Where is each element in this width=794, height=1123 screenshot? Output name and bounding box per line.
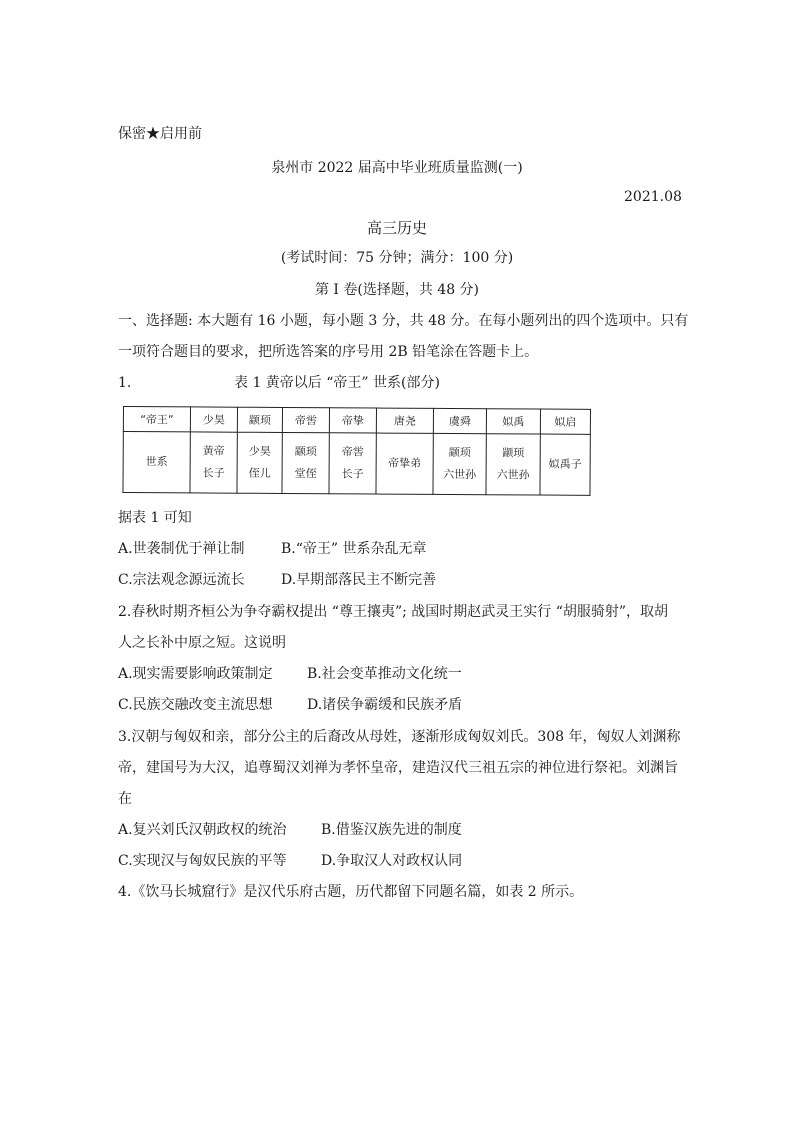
q1-number: 1.	[118, 375, 132, 391]
q1-stem: 据表 1 可知	[118, 510, 192, 526]
table-header-cell: 帝喾	[282, 407, 329, 432]
q1-option-b: B.“帝王” 世系杂乱无章	[281, 541, 427, 557]
table-cell: 颛顼 六世孙	[433, 433, 486, 494]
q2-option-b: B.社会变革推动文化统一	[307, 666, 462, 682]
q1-option-c: C.宗法观念源远流长	[118, 572, 245, 588]
exam-date: 2021.08	[624, 189, 682, 205]
q2-stem-line-1: 2.春秋时期齐桓公为争夺霸权提出 “尊王攘夷”; 战国时期赵武灵王实行 “胡服骑射”，取胡	[118, 604, 669, 620]
q2-option-a: A.现实需要影响政策制定	[118, 666, 273, 682]
table-cell: 帝喾 长子	[329, 433, 376, 494]
table-header-cell: 姒禹	[486, 409, 540, 434]
table-header-cell: 唐尧	[376, 408, 433, 433]
section-instructions-line-1: 一、选择题: 本大题有 16 小题，每小题 3 分，共 48 分。在每小题列出的四个选项中。只有	[118, 313, 689, 329]
table-cell: 黄帝 长子	[190, 432, 237, 493]
q1-lineage-table	[122, 406, 591, 496]
table-cell: 颛顼 堂侄	[282, 432, 329, 493]
table-cell: 世系	[123, 432, 190, 493]
exam-info: (考试时间：75 分钟；满分：100 分)	[280, 250, 514, 266]
q2-option-d: D.诸侯争霸缓和民族矛盾	[307, 697, 463, 713]
q3-stem-line-3: 在	[118, 791, 132, 807]
q4-stem-line-1: 4.《饮马长城窟行》是汉代乐府古题，历代都留下同题名篇，如表 2 所示。	[118, 884, 584, 900]
table-cell: 少昊 侄儿	[237, 432, 282, 493]
q3-option-d: D.争取汉人对政权认同	[321, 853, 463, 869]
table-header-cell: 姒启	[540, 409, 590, 434]
table-header-cell: “帝王”	[123, 407, 190, 432]
table-header-cell: 帝挚	[329, 408, 376, 433]
table-cell: 帝挚弟	[376, 433, 433, 494]
q3-option-a: A.复兴刘氏汉朝政权的统治	[118, 822, 287, 838]
table-header-cell: 虞舜	[433, 408, 486, 433]
exam-title: 泉州市 2022 届高中毕业班质量监测(一)	[271, 160, 523, 176]
q3-stem-line-1: 3.汉朝与匈奴和亲，部分公主的后裔改从母姓，逐渐形成匈奴刘氏。308 年，匈奴人刘渊称	[118, 729, 681, 745]
q2-option-c: C.民族交融改变主流思想	[118, 697, 273, 713]
table-header-cell: 颛顼	[237, 407, 282, 432]
q1-option-a: A.世袭制优于禅让制	[118, 541, 245, 557]
q3-stem-line-2: 帝，建国号为大汉，追尊蜀汉刘禅为孝怀皇帝，建造汉代三祖五宗的神位进行祭祀。刘渊旨	[118, 760, 678, 776]
table-cell: 姒禹子	[540, 434, 590, 495]
q2-stem-line-2: 人之长补中原之短。这说明	[118, 635, 286, 651]
table-header-cell: 少昊	[190, 407, 237, 432]
q1-table-caption: 表 1 黄帝以后 “帝王” 世系(部分)	[234, 375, 440, 391]
subject-title: 高三历史	[366, 219, 427, 237]
table-body-row	[123, 432, 590, 496]
q3-option-c: C.实现汉与匈奴民族的平等	[118, 853, 287, 869]
q1-option-d: D.早期部落民主不断完善	[281, 572, 437, 588]
table-cell: 颛顼 六世孙	[486, 434, 540, 495]
section-instructions-line-2: 一项符合题目的要求，把所选答案的序号用 2B 铅笔涂在答题卡上。	[118, 344, 539, 360]
table-header-row	[123, 407, 590, 435]
confidential-mark: 保密★启用前	[118, 126, 202, 142]
volume-title: 第 I 卷(选择题，共 48 分)	[314, 282, 480, 298]
q3-option-b: B.借鉴汉族先进的制度	[321, 822, 462, 838]
